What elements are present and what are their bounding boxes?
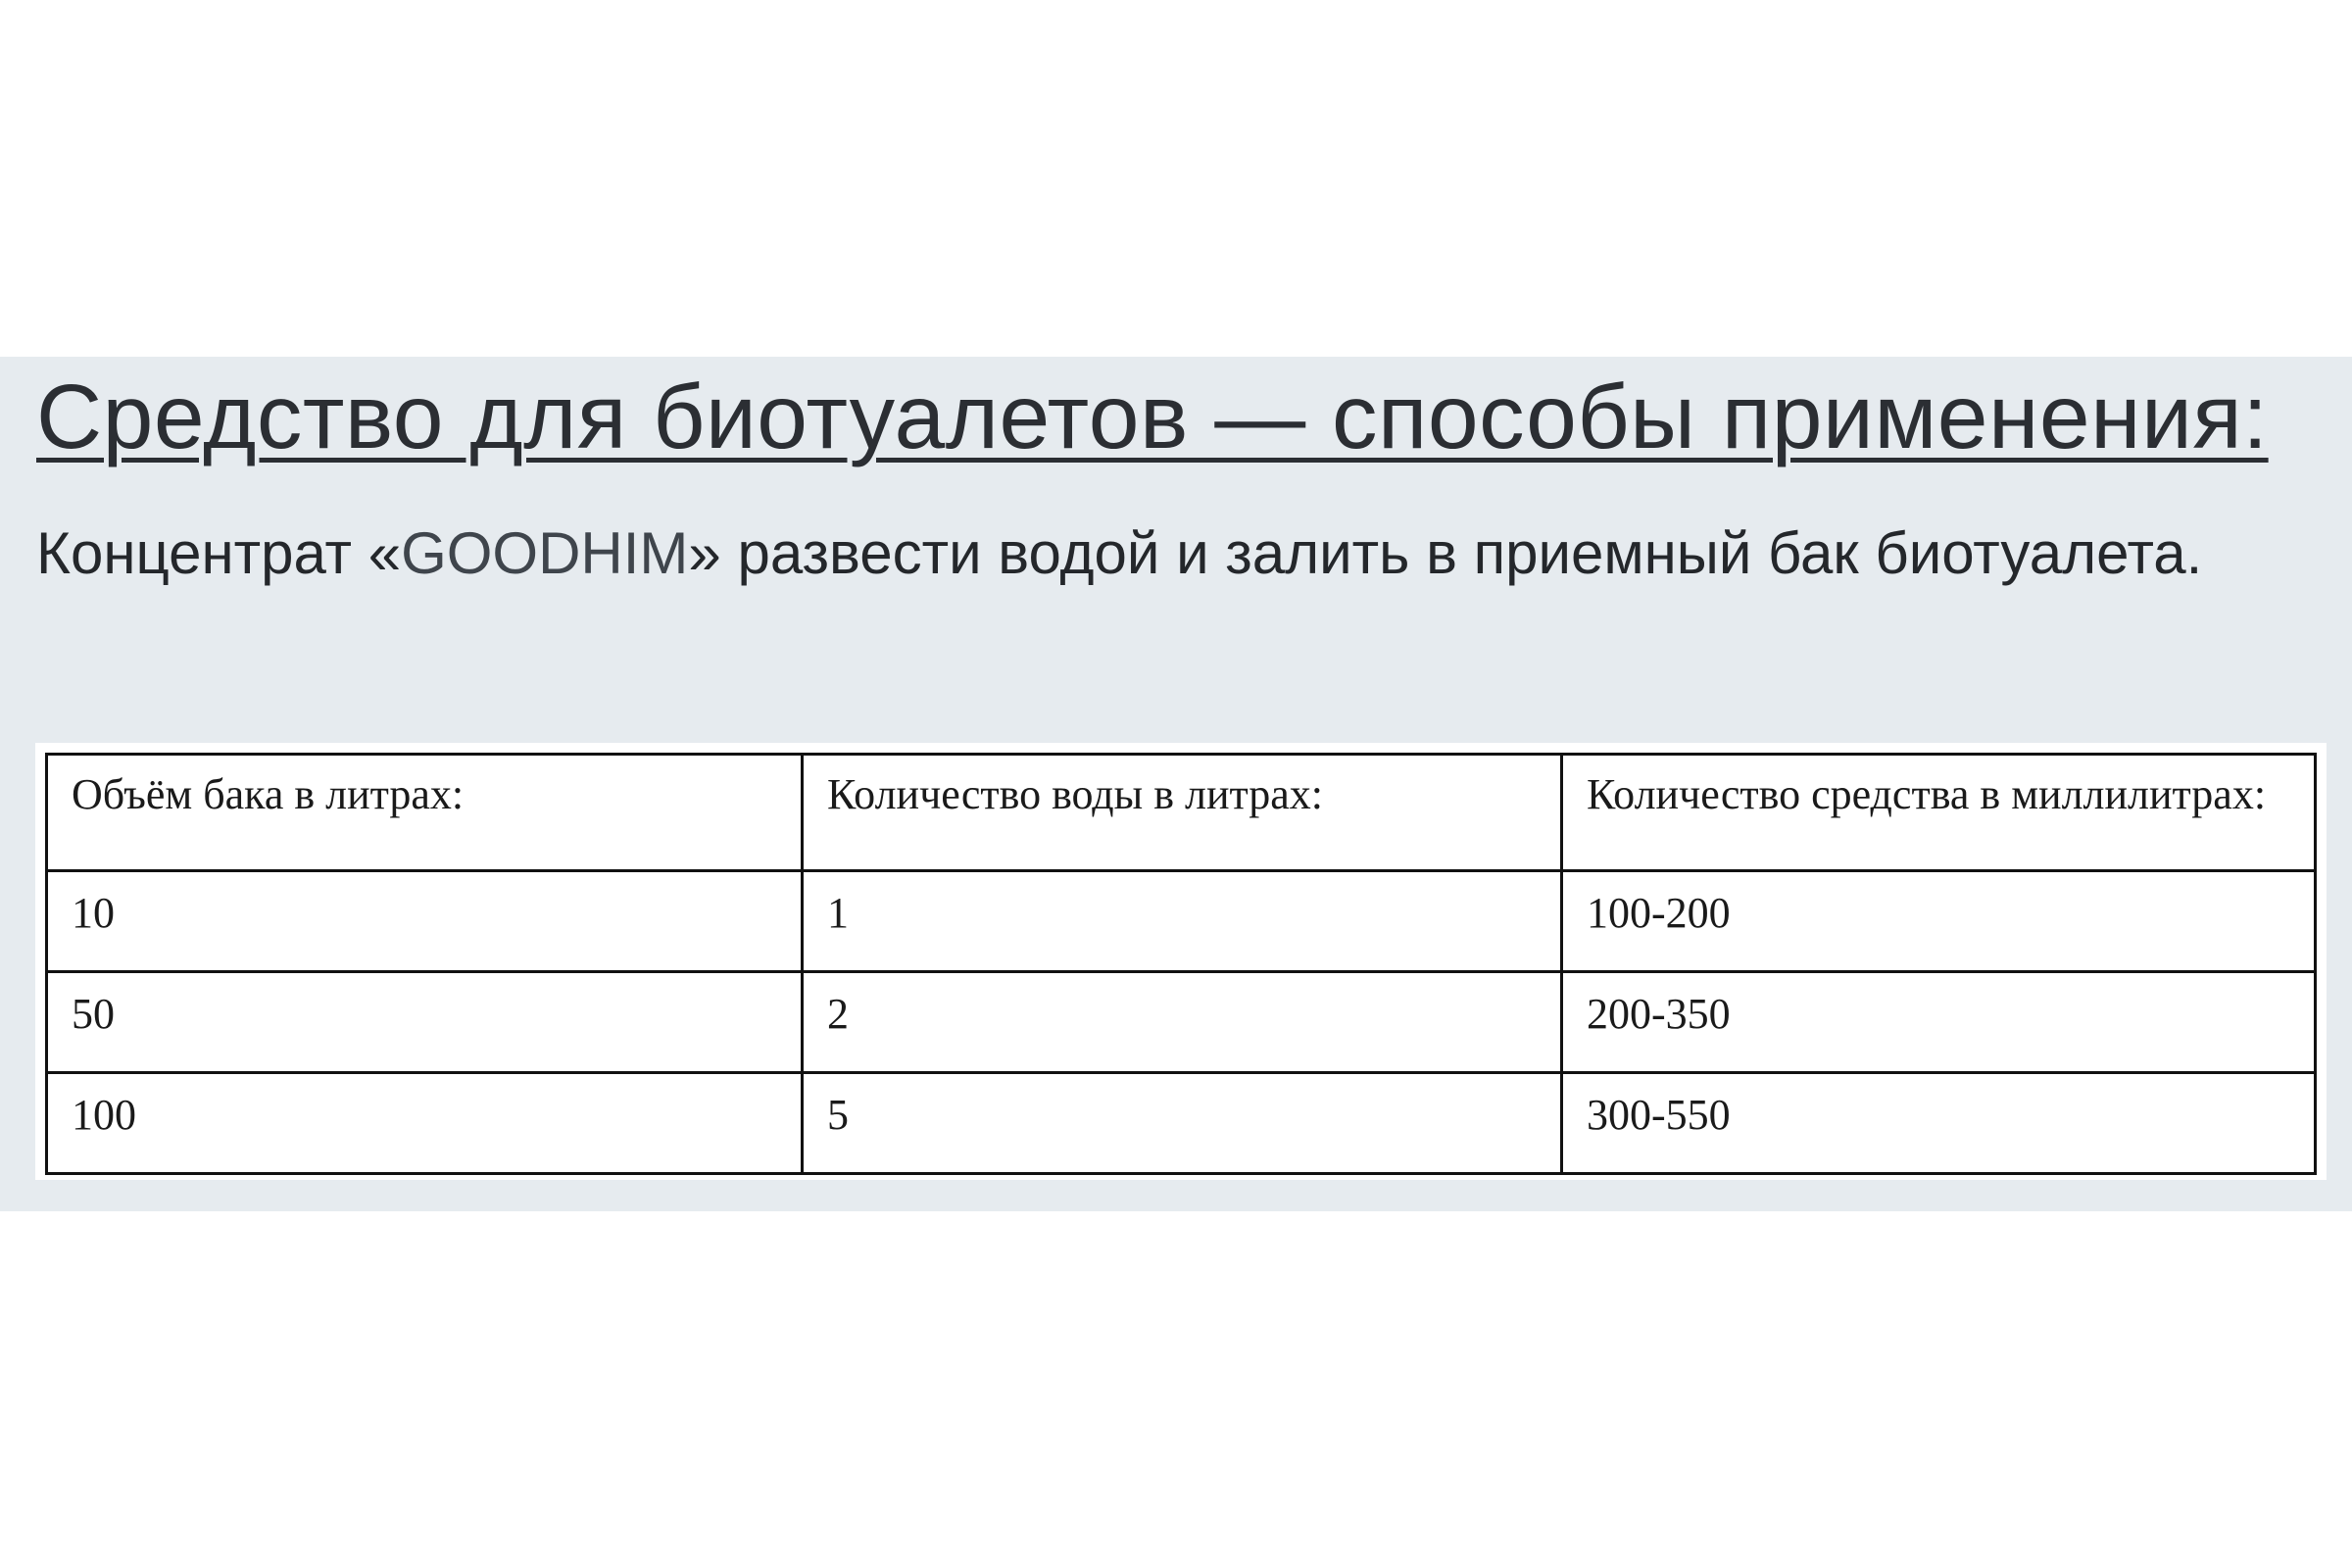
intro-text-after: » развести водой и залить в приемный бак биотуалета. bbox=[688, 520, 2203, 586]
cell-tank-volume: 100 bbox=[47, 1073, 803, 1174]
dosage-table bbox=[45, 753, 2317, 1175]
cell-water-amount: 1 bbox=[803, 871, 1562, 972]
cell-water-amount: 5 bbox=[803, 1073, 1562, 1174]
cell-tank-volume: 50 bbox=[47, 972, 803, 1073]
brand-name: GOODHIM bbox=[401, 520, 689, 586]
header-tank-volume: Объём бака в литрах: bbox=[47, 755, 803, 871]
table-row bbox=[47, 972, 2316, 1073]
intro-paragraph bbox=[36, 508, 2290, 600]
cell-product-amount: 300-550 bbox=[1562, 1073, 2316, 1174]
table-row bbox=[47, 1073, 2316, 1174]
header-product-amount: Количество средства в миллилитрах: bbox=[1562, 755, 2316, 871]
table-row bbox=[47, 871, 2316, 972]
header-water-amount: Количество воды в литрах: bbox=[803, 755, 1562, 871]
section-heading: Средство для биотуалетов — способы применения: bbox=[36, 366, 2269, 467]
cell-tank-volume: 10 bbox=[47, 871, 803, 972]
intro-text-before: Концентрат « bbox=[36, 520, 402, 586]
cell-product-amount: 200-350 bbox=[1562, 972, 2316, 1073]
cell-water-amount: 2 bbox=[803, 972, 1562, 1073]
table-container bbox=[35, 743, 2327, 1180]
cell-product-amount: 100-200 bbox=[1562, 871, 2316, 972]
table-header-row bbox=[47, 755, 2316, 871]
